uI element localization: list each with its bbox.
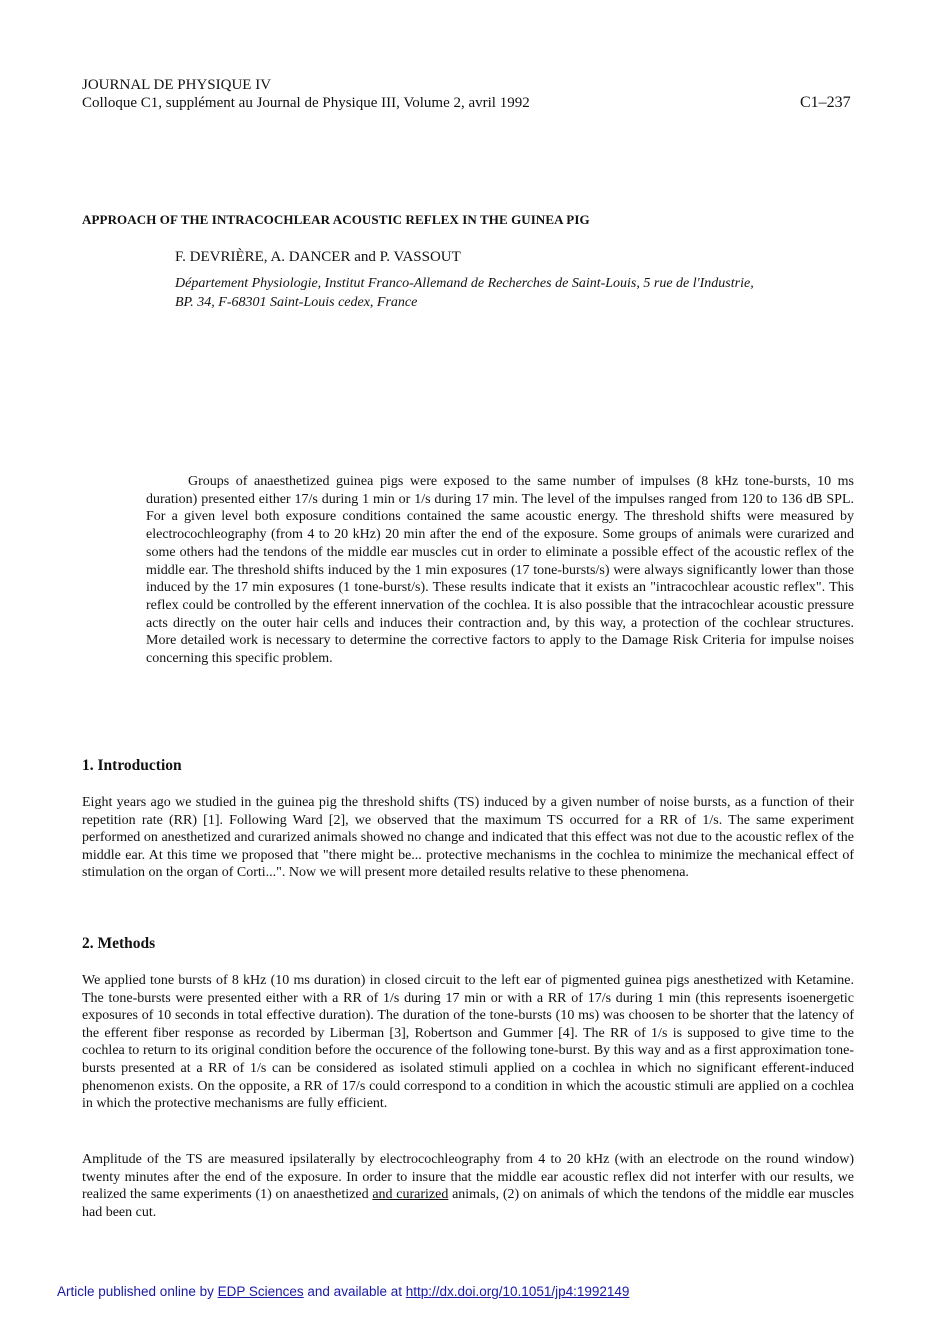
section-heading-methods: 2. Methods — [82, 935, 156, 952]
affiliation-line-2: BP. 34, F-68301 Saint-Louis cedex, France — [175, 295, 418, 310]
article-title: APPROACH OF THE INTRACOCHLEAR ACOUSTIC REFLEX IN THE GUINEA PIG — [82, 212, 590, 227]
methods-paragraph-2-start: Amplitude of the TS are measured ipsilaterally by electrocochleography from 4 to 20 kHz (with an electrode on the round window) twenty minutes after the end of the exposure. In order to insure that the middle ear acoustic reflex did not interfer with our results, we realized the same experiments (1) on anaesthetized — [82, 1152, 854, 1203]
methods-paragraph-1: We applied tone bursts of 8 kHz (10 ms duration) in closed circuit to the left ear of pigmented guinea pigs anesthetized with Ketamine. The tone-bursts were presented either with a RR of 1/s during 17 min or with a RR of 17/s during 1 min (this represents isoenergetic exposures of 10 seconds in total effective duration). The duration of the tone-bursts (10 ms) was choosen to be shorter that the latency of the efferent fiber response as recorded by Liberman [3], Robertson and Gummer [4]. The RR of 1/s is supposed to give time to the cochlea to return to its original condition before the occurence of the following tone-burst. By this way and as a first approximation tone-bursts presented at a RR of 1/s can be considered as isolated stimuli applied on a cochlea in which no significant efferent-induced phenomenon exists. On the opposite, a RR of 17/s could correspond to a condition in which the acoustic stimuli are applied on a cochlea in which the protective mechanisms are fully efficient. — [82, 973, 854, 1112]
methods-paragraph-2-end: animals, (2) on animals of which the tendons of the middle ear muscles had been cut. — [82, 1187, 854, 1220]
section-heading-introduction: 1. Introduction — [82, 757, 182, 774]
journal-name: JOURNAL DE PHYSIQUE IV — [82, 77, 272, 93]
publisher-link[interactable]: EDP Sciences — [217, 1284, 304, 1299]
methods-paragraph-2 — [82, 1151, 854, 1221]
doi-link[interactable]: http://dx.doi.org/10.1051/jp4:1992149 — [405, 1284, 630, 1299]
page-number: C1–237 — [800, 94, 851, 111]
footer-middle: and available at — [303, 1284, 406, 1299]
underlined-text: and curarized — [372, 1187, 449, 1203]
authors: F. DEVRIÈRE, A. DANCER and P. VASSOUT — [175, 249, 461, 265]
introduction-text: Eight years ago we studied in the guinea pig the threshold shifts (TS) induced by a given number of noise bursts, as a function of their repetition rate (RR) [1]. Following Ward [2], we observed that the maximum TS occurred for a RR of 1/s. The same experiment performed on anesthetized and curarized animals showed no change and indicated that this effect was not due to the acoustic reflex of the middle ear. At this time we proposed that "there might be... protective mechanisms in the cochlea to minimize the mechanical effect of stimulation on the organ of Corti...". Now we will present more detailed results relative to these phenomena. — [82, 795, 854, 881]
colloque-line: Colloque C1, supplément au Journal de Physique III, Volume 2, avril 1992 — [82, 95, 530, 111]
publication-footer — [57, 1284, 629, 1299]
affiliation-line-1: Département Physiologie, Institut Franco-Allemand de Recherches de Saint-Louis, 5 rue de l'Industrie, — [175, 276, 754, 291]
abstract: Groups of anaesthetized guinea pigs were exposed to the same number of impulses (8 kHz tone-bursts, 10 ms duration) presented either 17/s during 1 min or 1/s during 17 min. The level of the impulses ranged from 120 to 136 dB SPL. For a given level both exposure conditions contained the same acoustic energy. The threshold shifts were measured by electrocochleography (from 4 to 20 kHz) 20 min after the end of the exposure. Some groups of animals were curarized and some others had the tendons of the middle ear muscles cut in order to eliminate a possible effect of the acoustic reflex of the middle ear. The threshold shifts induced by the 1 min exposures (17 tone-bursts/s) were always significantly lower than those induced by the 17 min exposures (1 tone-burst/s). These results indicate that it exists an "intracochlear acoustic reflex". This reflex could be controlled by the efferent innervation of the cochlea. It is also possible that the intracochlear acoustic pressure acts directly on the outer hair cells and induces their contraction and, by this way, a protection of the cochlear structures. More detailed work is necessary to determine the corrective factors to apply to the Damage Risk Criteria for impulse noises concerning this specific problem. — [146, 474, 854, 667]
footer-prefix: Article published online by — [57, 1284, 218, 1299]
